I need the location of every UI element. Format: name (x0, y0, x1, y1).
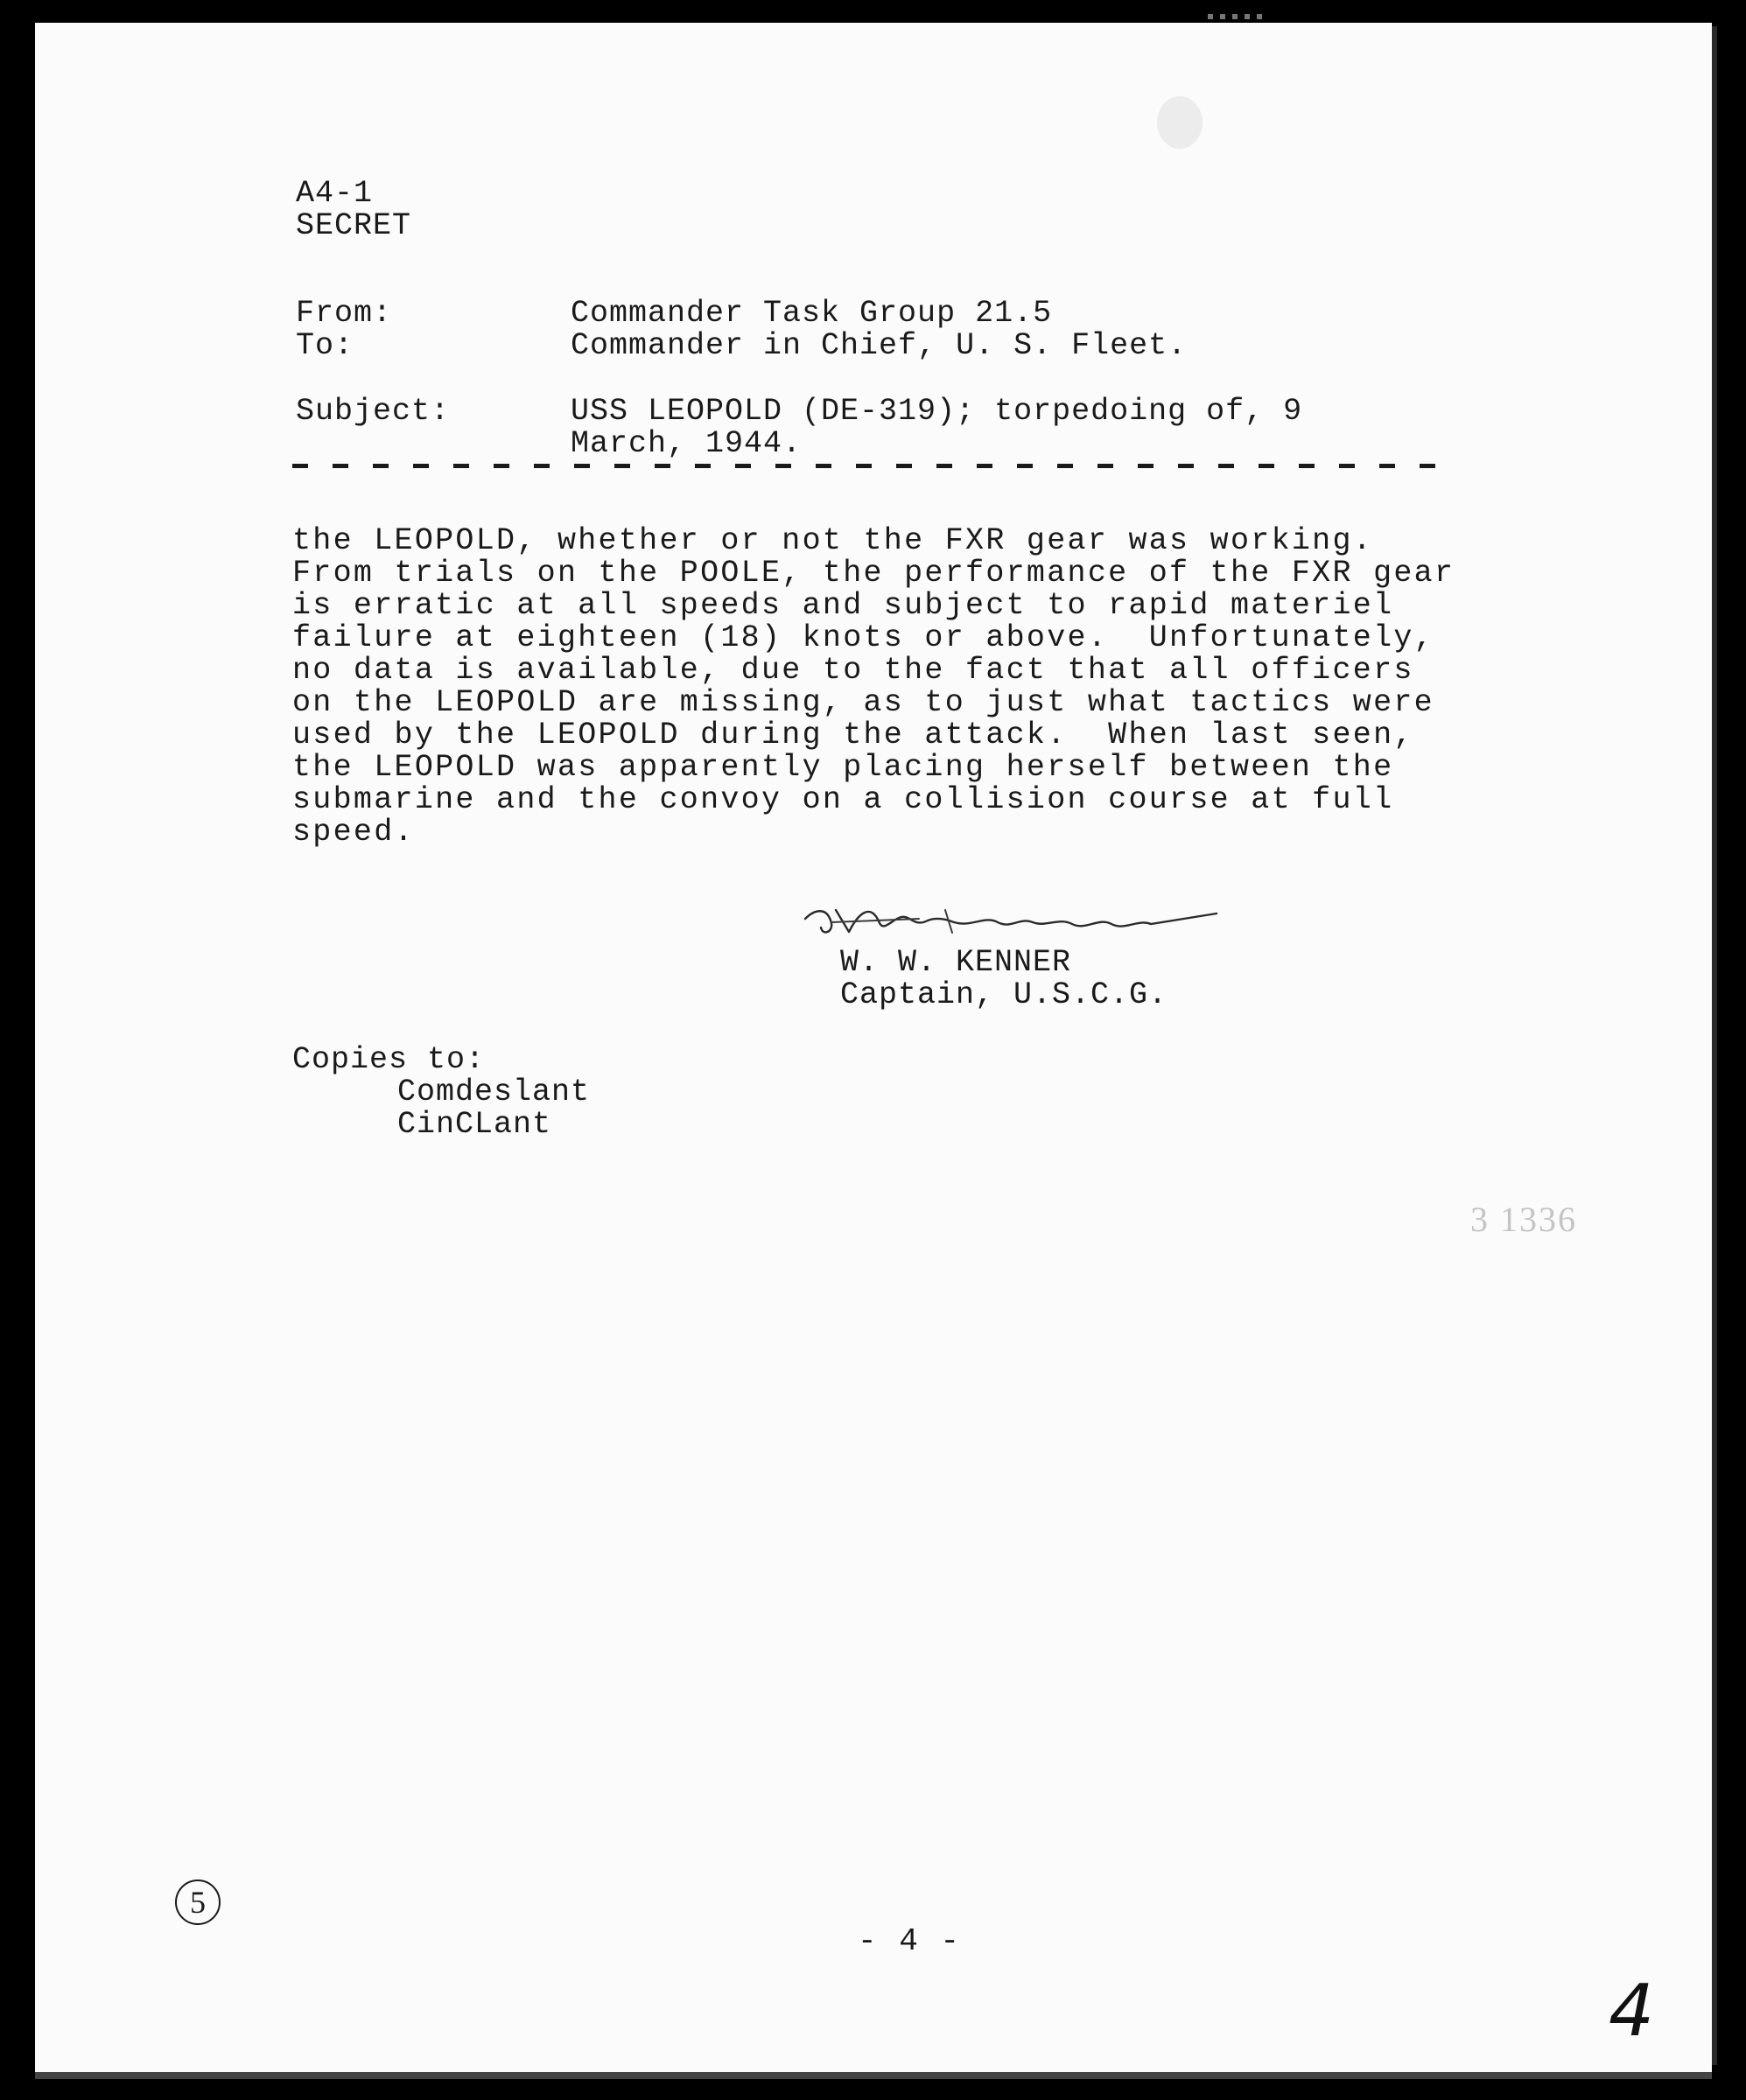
to-value: Commander in Chief, U. S. Fleet. (571, 328, 1188, 363)
body-line: on the LEOPOLD are missing, as to just what tactics were (292, 685, 1434, 720)
subject-line-2: March, 1944. (571, 426, 803, 461)
circled-number: 5 (175, 1880, 221, 1925)
scan-edge-bottom (35, 2072, 1712, 2079)
archive-stamp-number: 3 1336 (1470, 1200, 1577, 1239)
body-line: used by the LEOPOLD during the attack. When last seen, (292, 718, 1414, 752)
subject-line-1: USS LEOPOLD (DE-319); torpedoing of, 9 (571, 394, 1303, 429)
body-line: the LEOPOLD was apparently placing herself between the (292, 750, 1394, 785)
subject-label: Subject: (296, 394, 451, 429)
body-line: is erratic at all speeds and subject to rapid materiel (292, 588, 1394, 623)
signer-title: Captain, U.S.C.G. (840, 977, 1168, 1012)
file-code: A4-1 (296, 176, 374, 211)
handwritten-signature (796, 884, 1234, 945)
from-label: From: (296, 296, 393, 331)
body-line: From trials on the POOLE, the performance of the FXR gear (292, 556, 1455, 591)
page-number: - 4 - (858, 1923, 962, 1959)
dashed-separator (292, 464, 1448, 468)
copies-label: Copies to: (292, 1042, 486, 1077)
body-line: submarine and the convoy on a collision course at full (292, 782, 1394, 817)
body-line: the LEOPOLD, whether or not the FXR gear was working. (292, 523, 1374, 558)
copy-recipient: Comdeslant (397, 1074, 591, 1110)
body-line: speed. (292, 815, 415, 850)
classification-label: SECRET (296, 208, 412, 243)
to-label: To: (296, 328, 354, 363)
scan-edge-right (1712, 26, 1717, 2065)
signer-name: W. W. KENNER (840, 945, 1072, 980)
copy-recipient: CinCLant (397, 1107, 552, 1142)
scan-speck (1208, 14, 1269, 19)
body-line: no data is available, due to the fact that all officers (292, 653, 1414, 688)
faint-mark (1157, 96, 1203, 149)
from-value: Commander Task Group 21.5 (571, 296, 1053, 331)
handwritten-page-number: 4 (1609, 1970, 1655, 2053)
body-line: failure at eighteen (18) knots or above. Unfortunately, (292, 620, 1434, 655)
